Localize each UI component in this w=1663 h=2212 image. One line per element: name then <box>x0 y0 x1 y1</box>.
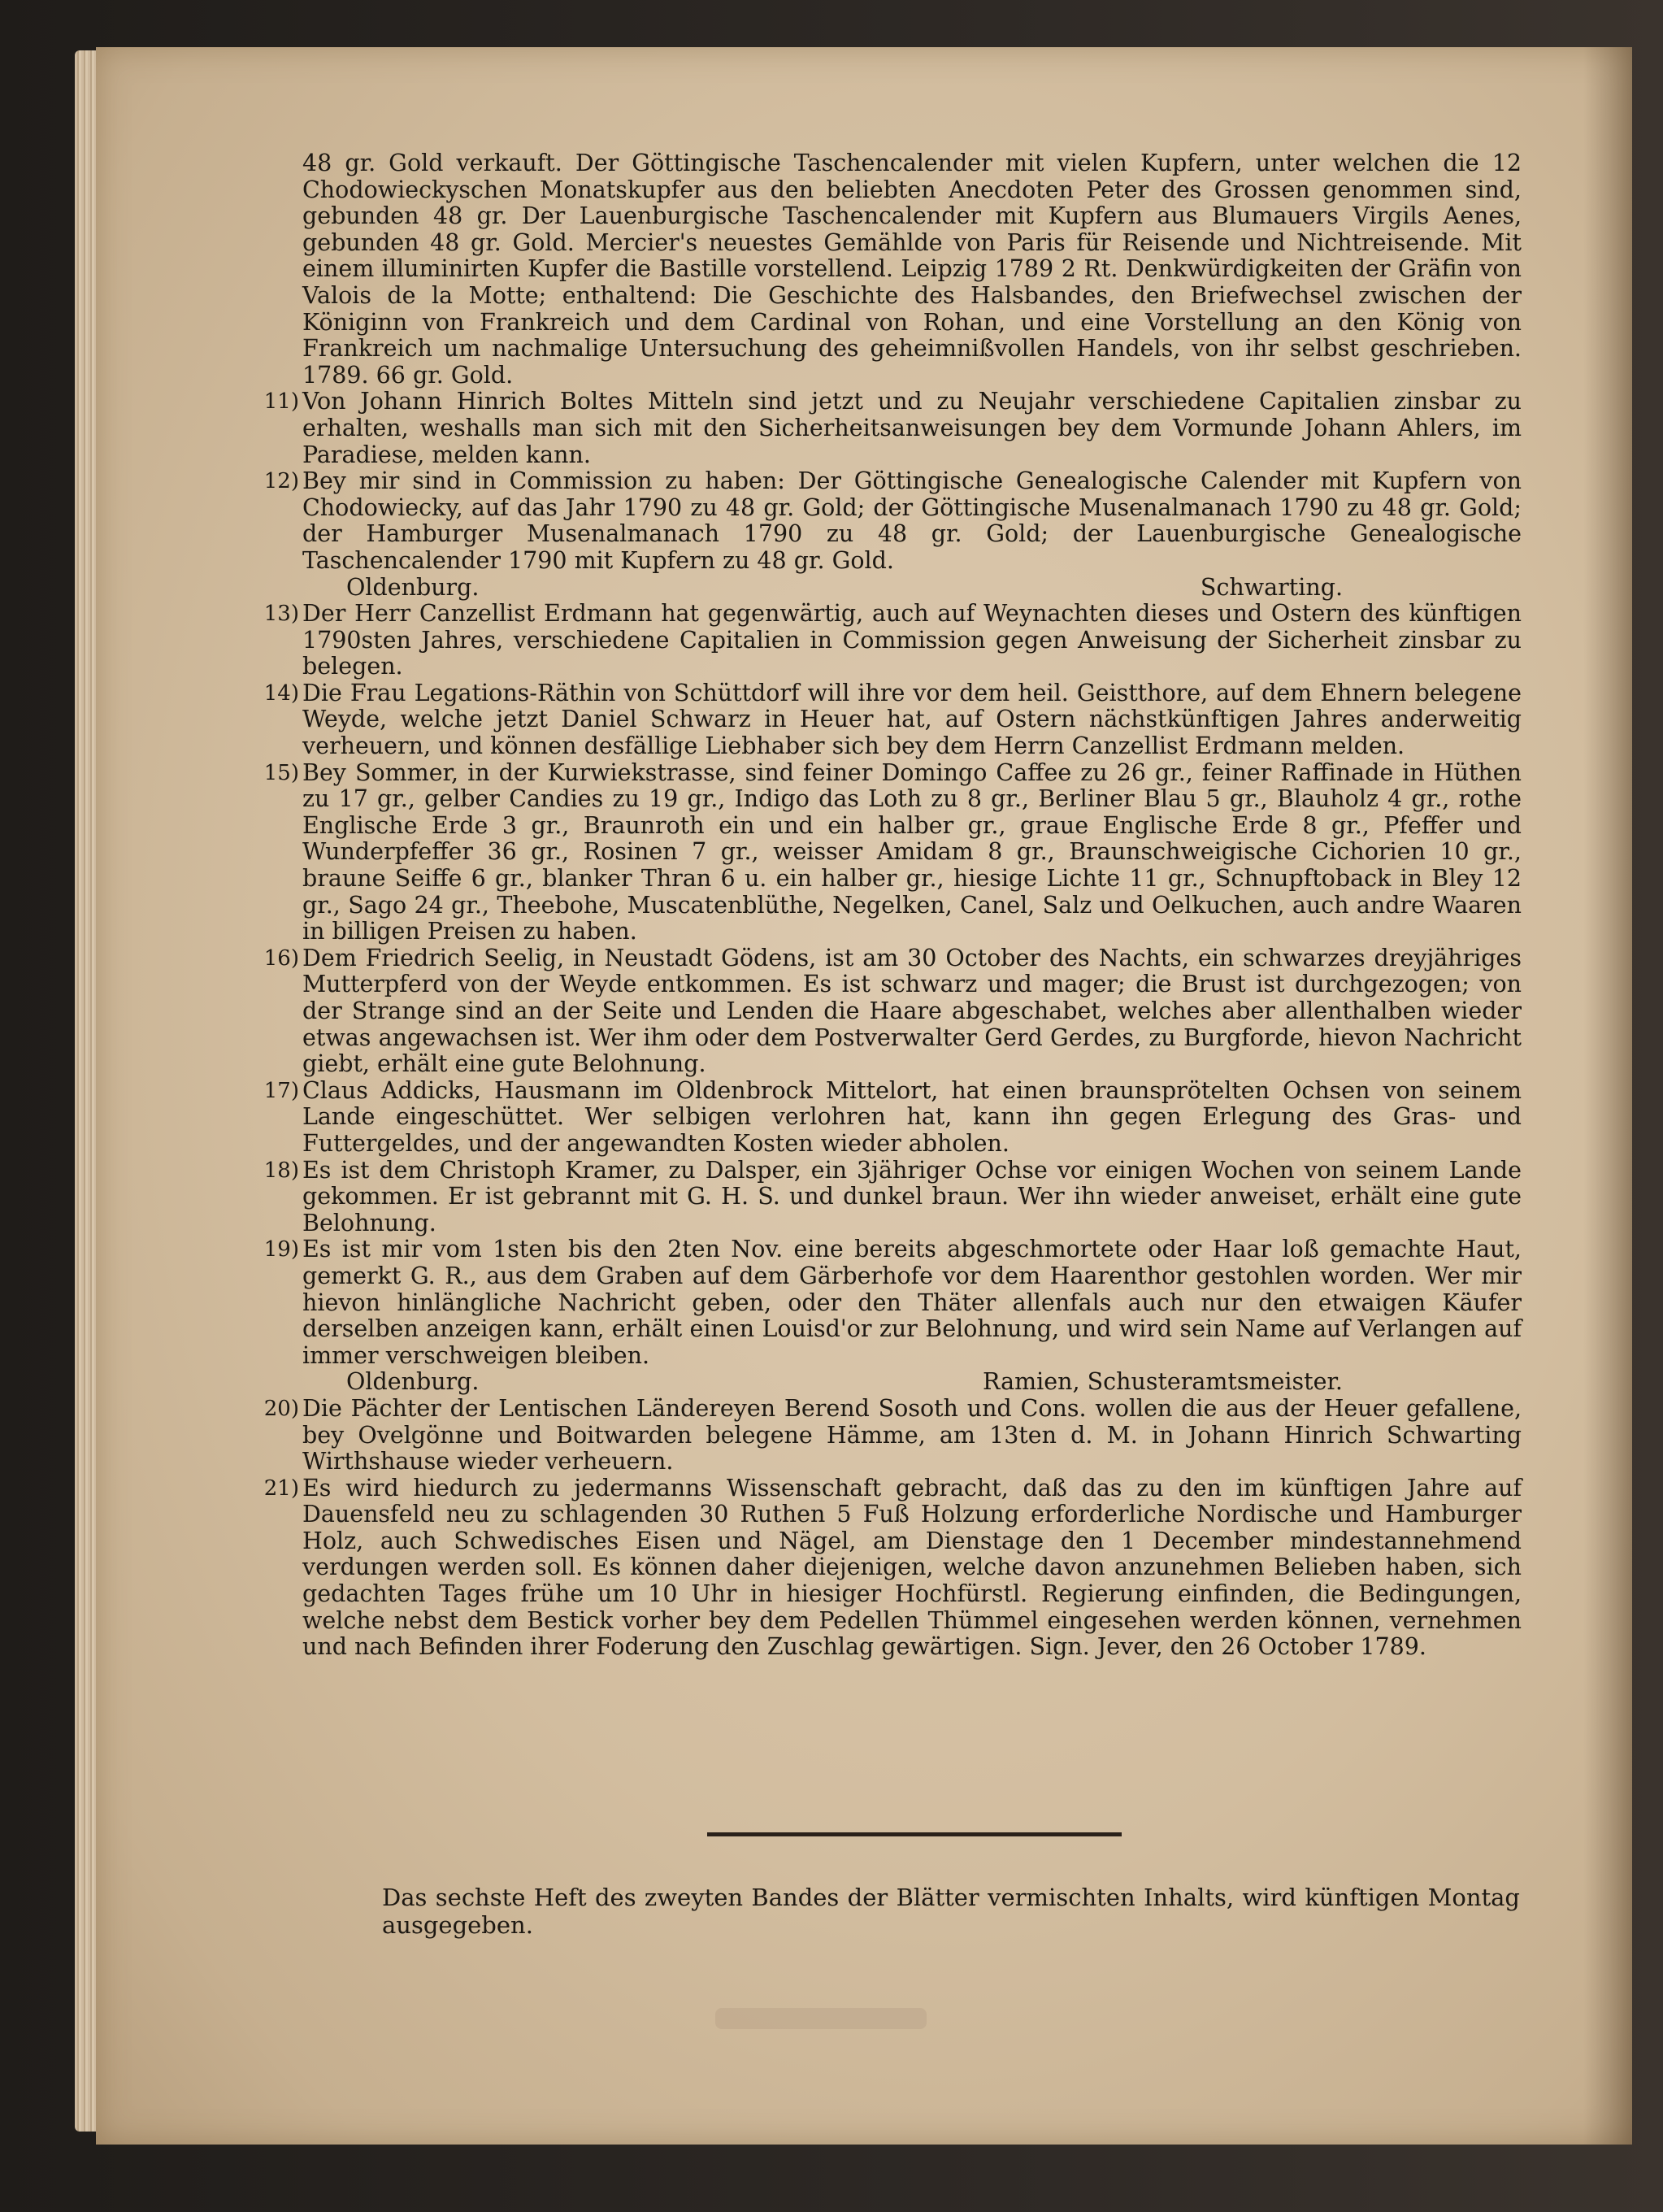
entry-18 <box>263 1156 1522 1237</box>
entry-text: Von Johann Hinrich Boltes Mitteln sind jetzt und zu Neujahr verschiedene Capitalien zinsbar zu erhalten, weshalls man sich mit den Sicherheitsanweisungen bey dem Vormunde Johann Ahlers, im Paradiese, melden kann. <box>302 388 1522 468</box>
entry-12 <box>263 467 1522 601</box>
entry-text: Claus Addicks, Hausmann im Oldenbrock Mittelort, hat einen braunsprötelten Ochsen von seinem Lande eingeschüttet. Wer selbigen verlohren hat, kann ihn gegen Erlegung des Gras- und Futtergeldes, und der angewandten Kosten wieder abholen. <box>302 1076 1522 1157</box>
signature-place: Oldenburg. <box>346 573 480 601</box>
entry-21 <box>263 1474 1522 1661</box>
separator-rule <box>707 1832 1122 1836</box>
entry-16 <box>263 944 1522 1078</box>
entry-number: 19) <box>263 1237 299 1262</box>
intro-paragraph: 48 gr. Gold verkauft. Der Göttingische Taschencalender mit vielen Kupfern, unter welchen die 12 Chodowieckyschen Monatskupfer aus den beliebten Anecdoten Peter des Grossen genommen sind, gebunden 48 gr. Der Lauenburgische Taschencalender mit Kupfern aus Blumauers Virgils Aenes, gebunden 48 gr. Gold. Mercier's neuestes Gemählde von Paris für Reisende und Nichtreisende. Mit einem illuminirten Kupfer die Bastille vorstellend. Leipzig 1789 2 Rt. Denkwürdigkeiten der Gräfin von Valois de la Motte; enthaltend: Die Geschichte des Halsbandes, den Briefwechsel zwischen der Königinn von Frankreich und dem Cardinal von Rohan, und eine Vorstellung an den König von Frankreich um nachmalige Untersuchung des geheimnißvollen Handels, von ihr selbst geschrieben. 1789. 66 gr. Gold. <box>302 150 1522 389</box>
entry-number: 20) <box>263 1396 299 1421</box>
signature-signer: Schwarting. <box>1200 573 1343 601</box>
entry-15 <box>263 758 1522 945</box>
entry-text: Dem Friedrich Seelig, in Neustadt Gödens, ist am 30 October des Nachts, ein schwarzes dreyjähriges Mutterpferd von der Weyde entkommen. Es ist schwarz und mager; die Brust ist durchgezogen; von der Strange sind an der Seite und Lenden die Haare abgeschabet, welches aber allenthalben wieder etwas angewachsen ist. Wer ihm oder dem Postverwalter Gerd Gerdes, zu Burgforde, hievon Nachricht giebt, erhält eine gute Belohnung. <box>302 944 1522 1078</box>
entry-11 <box>263 388 1522 468</box>
entry-number: 13) <box>263 602 299 627</box>
entry-text: Die Frau Legations-Räthin von Schüttdorf will ihre vor dem heil. Geistthore, auf dem Ehnern belegene Weyde, welche jetzt Daniel Schwarz in Heuer hat, auf Ostern nächstkünftigen Jahres anderweitig verheuern, und können desfällige Liebhaber sich bey dem Herrn Canzellist Erdmann melden. <box>302 679 1522 760</box>
entry-text: Es ist mir vom 1sten bis den 2ten Nov. eine bereits abgeschmortete oder Haar loß gemachte Haut, gemerkt G. R., aus dem Graben auf dem Gärberhofe vor dem Haarenthor gestohlen worden. Wer mir hievon hinlängliche Nachricht geben, oder den Thäter allenfals auch nur den etwaigen Käufer derselben anzeigen kann, erhält einen Louisd'or zur Belohnung, und wird sein Name auf Verlangen auf immer verschweigen bleiben. <box>302 1236 1522 1369</box>
entry-text: Bey Sommer, in der Kurwiekstrasse, sind feiner Domingo Caffee zu 26 gr., feiner Raffinade in Hüthen zu 17 gr., gelber Candies zu 19 gr., Indigo das Loth zu 8 gr., Berliner Blau 5 gr., Blauholz 4 gr., rothe Englische Erde 3 gr., Braunroth ein und ein halber gr., graue Englische Erde 8 gr., Pfeffer und Wunderpfeffer 36 gr., Rosinen 7 gr., weisser Amidam 8 gr., Braunschweigische Cichorien 10 gr., braune Seiffe 6 gr., blanker Thran 6 u. ein halber gr., hiesige Lichte 11 gr., Schnupftoback in Bley 12 gr., Sago 24 gr., Theebohe, Muscatenblüthe, Negelken, Canel, Salz und Oelkuchen, auch andre Waaren in billigen Preisen zu haben. <box>302 758 1522 945</box>
entry-text: Der Herr Canzellist Erdmann hat gegenwärtig, auch auf Weynachten dieses und Ostern des künftigen 1790sten Jahres, verschiedene Capitalien in Commission gegen Anweisung der Sicherheit zinsbar zu belegen. <box>302 600 1522 680</box>
entry-17 <box>263 1076 1522 1158</box>
entry-text: Es wird hiedurch zu jedermanns Wissenschaft gebracht, daß das zu den im künftigen Jahre auf Dauensfeld neu zu schlagenden 30 Ruthen 5 Fuß Holzung erforderliche Nordische und Hamburger Holz, auch Schwedisches Eisen und Nägel, am Dienstage den 1 December mindestannehmend verdungen werden soll. Es können daher diejenigen, welche davon anzunehmen Belieben haben, sich gedachten Tages frühe um 10 Uhr in hiesiger Hochfürstl. Regierung einfinden, die Bedingungen, welche nebst dem Bestick vorher bey dem Pedellen Thümmel eingesehen werden können, vernehmen und nach Befinden ihrer Foderung den Zuschlag gewärtigen. Sign. Jever, den 26 October 1789. <box>302 1474 1522 1661</box>
signature-line <box>302 575 1522 602</box>
entry-text: Die Pächter der Lentischen Ländereyen Berend Sosoth und Cons. wollen die aus der Heuer gefallene, bey Ovelgönne und Boitwarden belegene Hämme, am 13ten d. M. in Johann Hinrich Schwarting Wirthshause wieder verheuern. <box>302 1394 1522 1475</box>
signature-line <box>302 1369 1522 1396</box>
entry-number: 11) <box>263 389 299 415</box>
page-gutter-shadow <box>1583 47 1632 2145</box>
entry-19 <box>263 1236 1522 1396</box>
entry-text: Es ist dem Christoph Kramer, zu Dalsper, ein 3jähriger Ochse vor einigen Wochen von seinem Lande gekommen. Er ist gebrannt mit G. H. S. und dunkel braun. Wer ihn wieder anweiset, erhält eine gute Belohnung. <box>302 1156 1522 1236</box>
entry-number: 12) <box>263 469 299 494</box>
ink-bleed-mark <box>715 2008 927 2029</box>
closing-notice: Das sechste Heft des zweyten Bandes der Blätter vermischten Inhalts, wird künftigen Montag ausgegeben. <box>382 1884 1520 1939</box>
entry-number: 21) <box>263 1475 299 1501</box>
signature-signer: Ramien, Schusteramtsmeister. <box>983 1368 1343 1396</box>
entry-number: 14) <box>263 680 299 706</box>
signature-place: Oldenburg. <box>346 1368 480 1396</box>
entry-20 <box>263 1394 1522 1475</box>
entry-14 <box>263 679 1522 760</box>
entry-13 <box>263 600 1522 680</box>
entry-number: 15) <box>263 760 299 785</box>
page-text-block <box>263 150 1522 1661</box>
entry-number: 18) <box>263 1158 299 1183</box>
entry-number: 17) <box>263 1078 299 1103</box>
entry-text: Bey mir sind in Commission zu haben: Der Göttingische Genealogische Calender mit Kupfern von Chodowiecky, auf das Jahr 1790 zu 48 gr. Gold; der Göttingische Musenalmanach 1790 zu 48 gr. Gold; der Hamburger Musenalmanach 1790 zu 48 gr. Gold; der Lauenburgische Genealogische Taschencalender 1790 mit Kupfern zu 48 gr. Gold. <box>302 467 1522 574</box>
entry-number: 16) <box>263 945 299 971</box>
